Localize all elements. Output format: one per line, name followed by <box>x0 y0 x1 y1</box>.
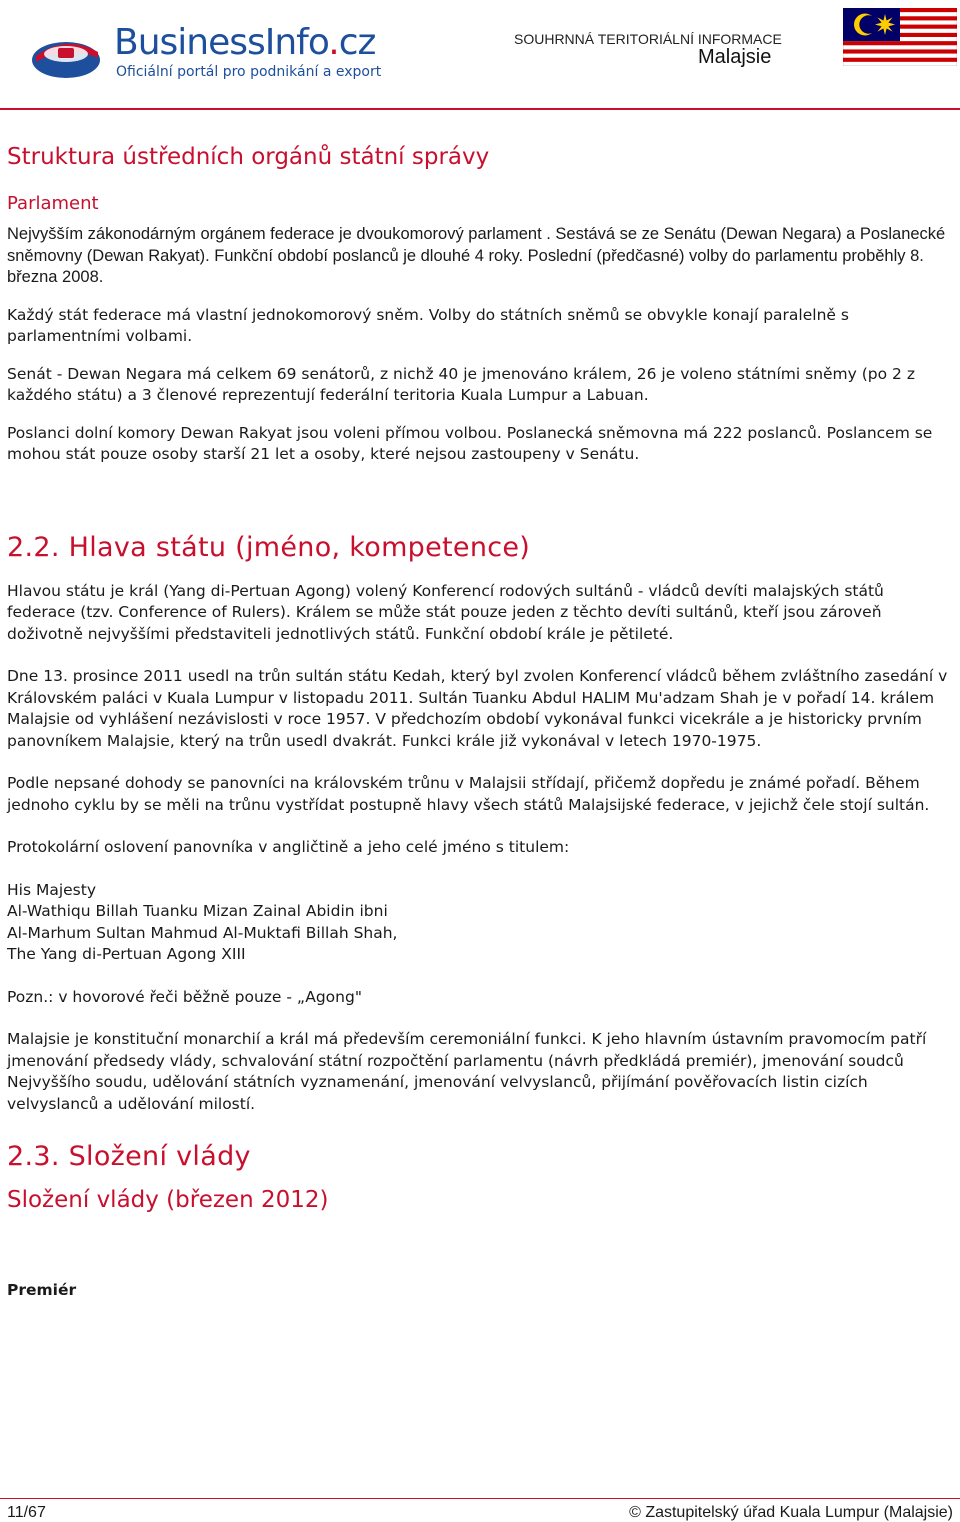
royal-title-line: His Majesty <box>7 880 97 899</box>
document-body <box>7 140 953 1302</box>
section-title-government: 2.3. Složení vlády <box>7 1141 251 1172</box>
page-number: 11/67 <box>7 1504 46 1521</box>
footer-divider <box>0 1498 960 1499</box>
logo-name-dot: . <box>328 22 339 63</box>
heading-parlament: Parlament <box>7 193 99 214</box>
royal-title-line: Al-Wathiqu Billah Tuanku Mizan Zainal Abidin ibni <box>7 902 388 920</box>
header-divider <box>0 108 960 110</box>
royal-title-block <box>7 880 953 966</box>
section-title-structure: Struktura ústředních orgánů státní správy <box>7 144 490 170</box>
paragraph-parlament-1: Nejvyšším zákonodárným orgánem federace je dvoukomorový parlament . Sestává se ze Senátu (Dewan Negara) a Poslanecké sněmovny (Dewan Rakyat). Funkční období poslanců je dlouhé 4 roky. Poslední (předčasné) volby do parlamentu proběhly 8. března 2008. <box>7 225 946 286</box>
paragraph-king-powers: Malajsie je konstituční monarchií a král má především ceremoniální funkci. K jeho hlavním ústavním pravomocím patří jmenování předsedy vlády, schvalování státní rozpočtění parlamentu (návrh předkládá premiér), jmenování soudců Nejvyššího soudu, udělování státních vyznamenání, jmenování velvyslanců, přijímání pověřovacích listin cizích velvyslanců a udělování milostí. <box>7 1030 927 1113</box>
paragraph-note: Pozn.: v hovorové řeči běžně pouze - „Agong" <box>7 987 362 1006</box>
logo-tagline: Oficiální portál pro podnikání a export <box>116 64 382 80</box>
royal-title-line: Al-Marhum Sultan Mahmud Al-Muktafi Billah Shah, <box>7 923 398 942</box>
section-title-head-of-state: 2.2. Hlava státu (jméno, kompetence) <box>7 531 531 563</box>
document-country: Malajsie <box>698 46 772 68</box>
paragraph-senate: Senát - Dewan Negara má celkem 69 senátorů, z nichž 40 je jmenováno králem, 26 je voleno státními sněmy (po 2 z každého státu) a 3 členové reprezentují federální teritoria Kuala Lumpur a Labuan. <box>7 364 915 404</box>
paragraph-king-4: Protokolární oslovení panovníka v angličtině a jeho celé jméno s titulem: <box>7 838 570 856</box>
paragraph-parlament-2: Každý stát federace má vlastní jednokomorový sněm. Volby do státních sněmů se obvykle konají paralelně s parlamentními volbami. <box>7 305 849 345</box>
royal-title-line: The Yang di-Pertuan Agong XIII <box>7 945 246 963</box>
malaysia-flag-icon <box>843 8 957 66</box>
document-kind: SOUHRNNÁ TERITORIÁLNÍ INFORMACE <box>514 31 782 47</box>
paragraph-king-2: Dne 13. prosince 2011 usedl na trůn sultán státu Kedah, který byl zvolen Konferencí vládců během zvláštního zasedání v Královském paláci v Kuala Lumpur v listopadu 2011. Sultán Tuanku Abdul HALIM Mu'adzam Shah je v pořadí 14. králem Malajsie od vyhlášení nezávislosti v roce 1957. V předchozím období vykonával funkci vicekrále a je historicky prvním panovníkem Malajsie, který na trůn usedl dvakrát. Funkci krále již vykonával v letech 1970-1975. <box>7 667 948 750</box>
page-header <box>0 0 960 110</box>
subtitle-government-composition: Složení vlády (březen 2012) <box>7 1187 329 1213</box>
logo-name <box>114 22 375 64</box>
logo-mark-icon <box>28 28 108 82</box>
paragraph-king-3: Podle nepsané dohody se panovníci na královském trůnu v Malajsii střídají, přičemž dopředu je známé pořadí. Během jednoho cyklu by se měli na trůnu vystřídat postupně hlavy všech států Malajsijské federace, v jejichž čele stojí sultán. <box>7 774 930 814</box>
copyright-notice: © Zastupitelský úřad Kuala Lumpur (Malajsie) <box>629 1504 953 1521</box>
logo-name-tld: cz <box>338 22 376 63</box>
paragraph-house: Poslanci dolní komory Dewan Rakyat jsou voleni přímou volbou. Poslanecká sněmovna má 222 poslanců. Poslancem se mohou stát pouze osoby starší 21 let a osoby, které nejsou zastoupeny v Senátu. <box>7 423 933 463</box>
businessinfo-logo[interactable] <box>28 22 388 82</box>
logo-name-main: BusinessInfo <box>114 22 329 63</box>
label-premier: Premiér <box>7 1281 77 1299</box>
paragraph-king-1: Hlavou státu je král (Yang di-Pertuan Agong) volený Konferencí rodových sultánů - vládců devíti malajských států federace (tzv. Conference of Rulers). Králem se může stát pouze jeden z těchto devíti sultánů, kteří jsou zároveň doživotně nejvyššími představiteli jednotlivých států. Funkční období krále je pětileté. <box>7 581 884 643</box>
page-footer <box>0 1498 960 1522</box>
